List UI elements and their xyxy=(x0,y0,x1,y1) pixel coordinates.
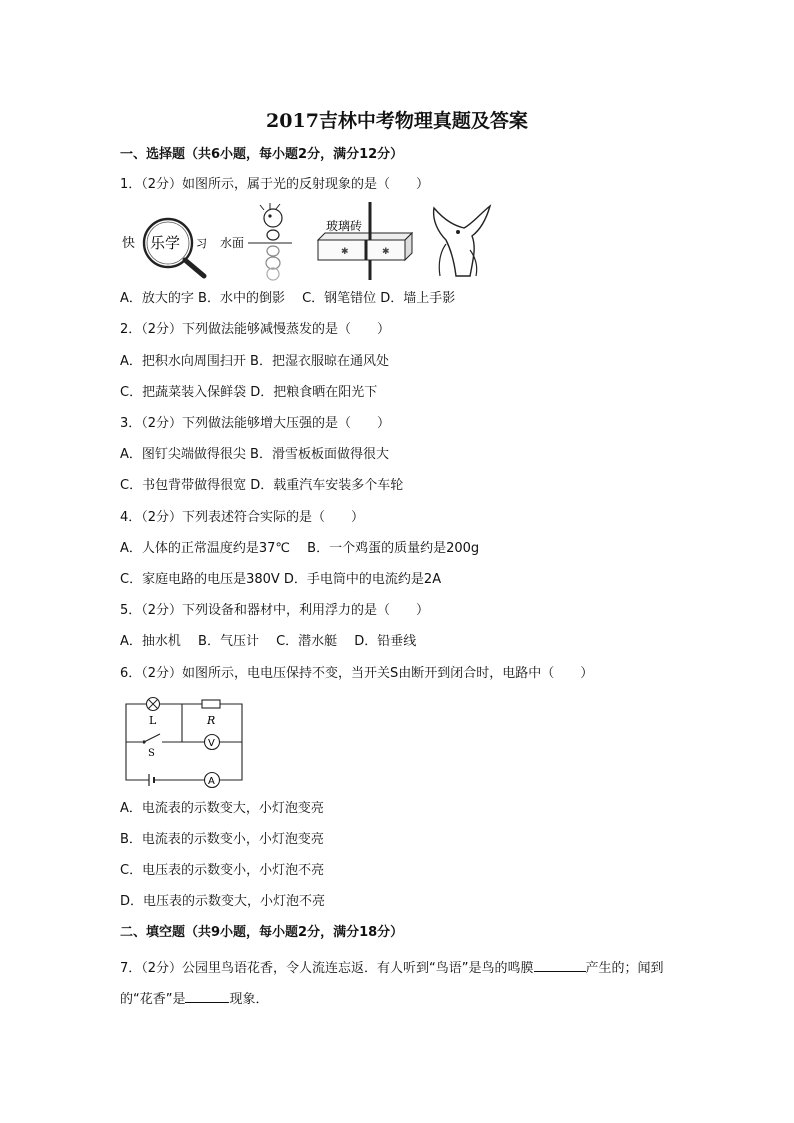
question-3-options-ab: A．图钉尖端做得很尖 B．滑雪板板面做得很大 xyxy=(120,447,389,462)
question-1-figure xyxy=(120,200,500,284)
question-5-options: A．抽水机 B．气压计 C．潜水艇 D．铅垂线 xyxy=(120,634,417,649)
svg-text:✱: ✱ xyxy=(382,247,390,257)
question-7-line-1 xyxy=(120,957,664,978)
voltmeter-label: V xyxy=(208,738,215,749)
answer-blank-1[interactable] xyxy=(534,957,586,972)
question-3-options-cd: C．书包背带做得很宽 D．载重汽车安装多个车轮 xyxy=(120,478,404,493)
glass-label: 玻璃砖 xyxy=(326,219,363,233)
circuit-diagram xyxy=(122,694,248,787)
question-4-options-ab: A．人体的正常温度约是37℃ B．一个鸡蛋的质量约是200g xyxy=(120,541,480,556)
ammeter-label: A xyxy=(208,776,215,787)
magnifier-figure xyxy=(122,219,207,276)
question-4-stem: 4．（2分）下列表述符合实际的是（ ） xyxy=(120,510,365,525)
ammeter-symbol xyxy=(205,773,220,788)
question-6-stem: 6．（2分）如图所示，电电压保持不变，当开关S由断开到闭合时，电路中（ ） xyxy=(120,666,594,681)
section-heading-choice: 一、选择题（共6小题，每小题2分，满分12分） xyxy=(120,147,404,162)
question-1-stem: 1．（2分）如图所示，属于光的反射现象的是（ ） xyxy=(120,177,430,192)
question-6-option-c: C．电压表的示数变小，小灯泡不亮 xyxy=(120,863,325,878)
figure-char-right: 习 xyxy=(196,237,207,250)
water-label: 水面 xyxy=(220,236,245,250)
question-6-option-a: A．电流表的示数变大，小灯泡变亮 xyxy=(120,801,324,816)
reflection-figure xyxy=(220,203,292,280)
hand-shadow-figure xyxy=(434,206,490,276)
question-1-options: A．放大的字 B．水中的倒影 C．钢笔错位 D．墙上手影 xyxy=(120,291,456,306)
question-7-text-c: 的“花香”是 xyxy=(120,992,186,1007)
section-heading-fill: 二、填空题（共9小题，每小题2分，满分18分） xyxy=(120,925,404,940)
battery-symbol xyxy=(149,774,155,786)
resistor-label: R xyxy=(207,714,216,727)
question-5-stem: 5．（2分）下列设备和器材中，利用浮力的是（ ） xyxy=(120,603,430,618)
switch-label: S xyxy=(148,748,155,759)
question-2-options-cd: C．把蔬菜装入保鲜袋 D．把粮食晒在阳光下 xyxy=(120,385,378,400)
question-7-text-d: 现象． xyxy=(229,992,269,1007)
lamp-symbol xyxy=(147,698,160,728)
lens-text: 乐学 xyxy=(150,234,181,252)
question-7-text-b: 产生的；闻到 xyxy=(585,961,664,976)
lamp-label: L xyxy=(149,714,157,727)
question-6-option-b: B．电流表的示数变小，小灯泡变亮 xyxy=(120,832,324,847)
question-6-option-d: D．电压表的示数变大，小灯泡不亮 xyxy=(120,894,326,909)
question-3-stem: 3．（2分）下列做法能够增大压强的是（ ） xyxy=(120,416,391,431)
question-2-stem: 2．（2分）下列做法能够减慢蒸发的是（ ） xyxy=(120,322,391,337)
resistor-symbol xyxy=(202,700,220,727)
voltmeter-symbol xyxy=(205,735,220,750)
svg-text:✱: ✱ xyxy=(341,247,349,257)
question-7-line-2 xyxy=(120,988,269,1009)
figure-char-left: 快 xyxy=(122,236,136,251)
question-7-text-a: 7．（2分）公园里鸟语花香，令人流连忘返．有人听到“鸟语”是鸟的鸣膜 xyxy=(120,961,534,976)
page-title: 2017吉林中考物理真题及答案 xyxy=(266,110,528,132)
question-2-options-ab: A．把积水向周围扫开 B．把湿衣服晾在通风处 xyxy=(120,354,389,369)
answer-blank-2[interactable] xyxy=(185,988,229,1003)
glass-brick-figure xyxy=(318,202,412,280)
question-4-options-cd: C．家庭电路的电压是380V D．手电筒中的电流约是2A xyxy=(120,572,442,587)
switch-symbol xyxy=(142,734,162,759)
